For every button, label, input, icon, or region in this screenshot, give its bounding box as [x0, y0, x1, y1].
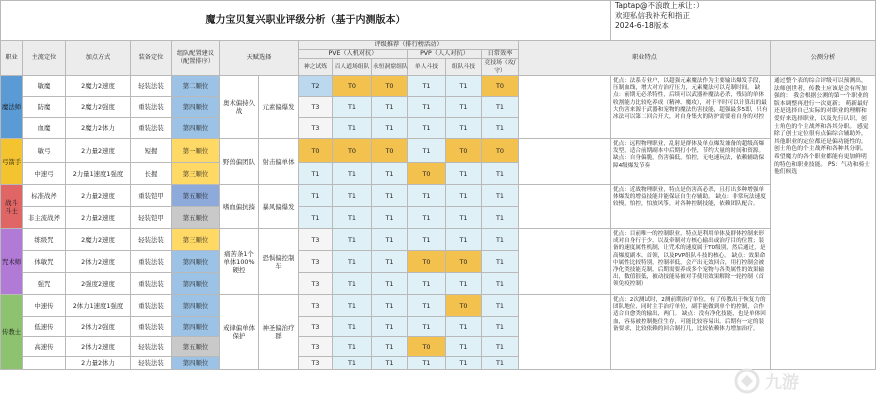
- main-pos-cell: 中速弓: [23, 163, 66, 185]
- tier-cell: T1: [482, 251, 519, 273]
- equip-cell: 重装铠甲: [131, 185, 172, 207]
- col-comment: 公测分析: [771, 41, 876, 76]
- tier-cell: T0: [299, 139, 333, 163]
- col-job: 职业: [1, 41, 23, 76]
- tier-cell: T1: [372, 337, 408, 357]
- table-row: [1, 139, 876, 163]
- tier-cell: T1: [372, 163, 408, 185]
- equip-cell: 短握: [131, 139, 172, 163]
- tier-cell: T3: [299, 229, 333, 251]
- main-pos-cell: 强咒: [23, 273, 66, 295]
- dungeon-tier-cell: [519, 76, 611, 139]
- svg-text:九游: 九游: [765, 373, 799, 393]
- tier-cell: T1: [482, 97, 519, 118]
- talent-secondary-cell: 暴风偏爆发: [259, 185, 299, 229]
- dungeon-tier-cell: [519, 139, 611, 185]
- equip-cell: 长握: [131, 163, 172, 185]
- col-yongheng: 永恒洞窟组队: [372, 59, 408, 76]
- attr-cell: 2力量1速度1强度: [66, 163, 131, 185]
- col-team-duel: 组队斗技: [446, 59, 482, 76]
- tier-cell: T1: [482, 295, 519, 317]
- team-pos-cell: 第二顺位: [172, 76, 220, 97]
- tier-cell: T1: [446, 76, 482, 97]
- features-cell: 优点：远程物理职业，乱射是群体及单点爆发兼备的超级高爆发型，适合前期副本中后期打小怪，节约大量的时间和资源。 缺点：自身偏脆，伤害偏低，怕控，无电速玩法，依赖辅助保障4级爆发节奏: [611, 139, 771, 185]
- job-category-cell: 咒术师: [1, 229, 23, 295]
- tier-cell: T1: [482, 337, 519, 357]
- tier-cell: T0: [482, 139, 519, 163]
- tier-cell: T1: [482, 185, 519, 207]
- talent-primary-cell: 野兽偏团队: [220, 139, 259, 185]
- tier-cell: T0: [333, 76, 372, 97]
- equip-cell: 重装法装: [131, 317, 172, 337]
- col-main-pos: 主流定位: [23, 41, 66, 76]
- col-solo: 单人斗技: [408, 59, 446, 76]
- tier-cell: T1: [408, 317, 446, 337]
- main-pos-cell: 血魔: [23, 118, 66, 139]
- dungeon-tier-cell: [519, 229, 611, 295]
- talent-primary-cell: 戒律偏单体保护: [220, 295, 259, 370]
- col-attr: 加点方式: [66, 41, 131, 76]
- tier-cell: T1: [372, 229, 408, 251]
- author-note-line: 欢迎私信我补充和指正: [615, 11, 690, 20]
- job-category-cell: 弓箭手: [1, 139, 23, 185]
- sheet-title: 魔力宝贝复兴职业评级分析（基于内测版本）: [1, 1, 611, 41]
- tier-cell: T1: [446, 229, 482, 251]
- team-pos-cell: 第五顺位: [172, 337, 220, 357]
- team-pos-cell: 第三顺位: [172, 163, 220, 185]
- author-note-line: 2024-6-18版本: [615, 21, 669, 30]
- author-note-line: Taptap@不浪敢上承让：）: [615, 1, 704, 10]
- tier-cell: T1: [372, 118, 408, 139]
- job-category-cell: 战斗斗士: [1, 185, 23, 229]
- col-rating: 评级推荐（排行榜活动）: [299, 41, 519, 50]
- equip-cell: 轻装法装: [131, 357, 172, 370]
- team-pos-cell: 第五顺位: [172, 207, 220, 229]
- dungeon-tier-cell: [519, 295, 611, 370]
- main-pos-cell: [23, 357, 66, 370]
- attr-cell: 2力量2速度: [66, 207, 131, 229]
- col-pve: PVE（人机对抗）: [299, 50, 408, 59]
- tier-cell: T0: [333, 139, 372, 163]
- tier-cell: T1: [408, 97, 446, 118]
- main-pos-cell: 标准战斧: [23, 185, 66, 207]
- tier-cell: T1: [446, 118, 482, 139]
- equip-cell: 轻装法装: [131, 76, 172, 97]
- tier-cell: T0: [408, 337, 446, 357]
- tier-cell: T0: [446, 295, 482, 317]
- main-pos-cell: 体敏咒: [23, 251, 66, 273]
- tier-cell: T1: [446, 163, 482, 185]
- tier-cell: T0: [372, 139, 408, 163]
- equip-cell: 重装法装: [131, 295, 172, 317]
- col-arena: 竞技场（攻/守）: [482, 59, 519, 76]
- team-pos-cell: 第四顺位: [172, 97, 220, 118]
- tier-cell: T1: [333, 207, 372, 229]
- tier-cell: T3: [299, 337, 333, 357]
- tier-cell: T1: [482, 207, 519, 229]
- tier-cell: T3: [299, 118, 333, 139]
- tier-cell: T3: [299, 317, 333, 337]
- tier-cell: T1: [482, 357, 519, 370]
- main-pos-cell: 高速传: [23, 337, 66, 357]
- team-pos-cell: 第四顺位: [172, 118, 220, 139]
- tier-cell: T1: [299, 163, 333, 185]
- tier-cell: T1: [446, 337, 482, 357]
- main-pos-cell: 敏魔: [23, 76, 66, 97]
- attr-cell: 2魔力2强度: [66, 97, 131, 118]
- equip-cell: 轻装法装: [131, 337, 172, 357]
- equip-cell: 重装法装: [131, 273, 172, 295]
- tier-cell: T1: [482, 273, 519, 295]
- job-category-cell: 传教士: [1, 295, 23, 370]
- tier-cell: T0: [446, 139, 482, 163]
- features-cell: 优点：近战物理职业，特点是伤害高必杀，且打出多种增强单体爆发的增益技能并能保证自生存辅助。 缺点：非常玩法速度较慢，怕控，怕放风筝，对各种控制技能，依赖团队配合。: [611, 185, 771, 229]
- equip-cell: 轻装铠甲: [131, 207, 172, 229]
- main-pos-cell: 练级咒: [23, 229, 66, 251]
- attr-cell: 2体力2速度: [66, 337, 131, 357]
- equip-cell: 重装法装: [131, 118, 172, 139]
- tier-cell: T1: [482, 229, 519, 251]
- tier-cell: T2: [299, 76, 333, 97]
- tier-cell: T1: [446, 185, 482, 207]
- features-cell: 优点：目前唯一的控制职业，特点是利用单体及群体控制来形成对自身行于少，以及牵制对方核心输出或治疗目的位置；装备的速度属性机制，让咒术的速度属于T0级别，然后通过，是高爆度副本、首领，以及PVP组队斗技的核心。 缺点：效果命中属性比较特别，控制率低，会产出无效回合，用打控制会被净化类技能克制，后期需要养成多个宠物与各类属性的效果输出，数值很低，被动技能易被对手使用效果解除一轮控制（首领免疫控制）: [611, 229, 771, 295]
- attr-cell: 2力量2体力: [66, 357, 131, 370]
- attr-cell: 2体力2速度: [66, 251, 131, 273]
- watermark-logo: [731, 364, 841, 398]
- tier-cell: T1: [372, 273, 408, 295]
- tier-cell: T1: [333, 251, 372, 273]
- main-pos-cell: 敏弓: [23, 139, 66, 163]
- tier-cell: T1: [408, 139, 446, 163]
- attr-cell: 2魔力2体力: [66, 118, 131, 139]
- tier-cell: T1: [299, 207, 333, 229]
- tier-cell: T1: [408, 207, 446, 229]
- tier-cell: T1: [333, 357, 372, 370]
- author-note: [611, 1, 876, 41]
- tier-cell: T1: [333, 273, 372, 295]
- tier-cell: T1: [333, 295, 372, 317]
- comment-cell: 通过整个表的综合评级可以预测出，法师创世者，传教士应该是会有所加强的： 我会根据公测的第一个职业的版本调整再进行一次更新； 萌新最好还是选择自己实际的对职业的理解和爱好来选择职业，以及先行认识，创士角色的个主战斧和各其分职。 感觉除了创士定位很有点偏综合辅助外，其他职业的定位都还是偏功能性的，创士角色的个主战斧和各种其分职。 希望魔力的各个职业都能有更加鲜明的特色和职业技能。 PS：气功和骑士他们候选: [771, 76, 876, 370]
- job-category-cell: 魔法师: [1, 76, 23, 139]
- talent-secondary-cell: 神圣偏治疗群: [259, 295, 299, 370]
- tier-cell: T3: [299, 295, 333, 317]
- col-trial: 神之试炼: [299, 59, 333, 76]
- table-row: [1, 185, 876, 207]
- tier-cell: T1: [408, 76, 446, 97]
- attr-cell: 2力量2速度: [66, 185, 131, 207]
- table-row: [1, 76, 876, 97]
- main-pos-cell: 低速传: [23, 317, 66, 337]
- attr-cell: 2体力1速度1强度: [66, 295, 131, 317]
- team-pos-cell: 第四顺位: [172, 273, 220, 295]
- equip-cell: 重装法装: [131, 97, 172, 118]
- col-baijing: 百人道场组队: [333, 59, 372, 76]
- talent-primary-cell: 奥术偏持久战: [220, 76, 259, 139]
- col-features: 职业特点: [519, 41, 771, 76]
- team-pos-cell: 第五顺位: [172, 185, 220, 207]
- attr-cell: 2力量2速度: [66, 139, 131, 163]
- table-row: [1, 229, 876, 251]
- tier-cell: T3: [299, 251, 333, 273]
- tier-cell: T1: [408, 273, 446, 295]
- tier-cell: T1: [333, 97, 372, 118]
- dungeon-tier-cell: [519, 185, 611, 229]
- tier-cell: T3: [299, 357, 333, 370]
- table-row: [1, 295, 876, 317]
- col-team-pos: 组队配置建议（配置排序）: [172, 41, 220, 76]
- tier-cell: T1: [333, 337, 372, 357]
- tier-cell: T0: [408, 251, 446, 273]
- team-pos-cell: 第一顺位: [172, 139, 220, 163]
- tier-cell: T0: [446, 251, 482, 273]
- tier-cell: T1: [299, 185, 333, 207]
- col-equip: 装备定位: [131, 41, 172, 76]
- main-pos-cell: 非主流战斧: [23, 207, 66, 229]
- tier-cell: T1: [482, 118, 519, 139]
- attr-cell: 2魔力2速度: [66, 76, 131, 97]
- tier-cell: T0: [372, 76, 408, 97]
- talent-secondary-cell: 射击偏单体: [259, 139, 299, 185]
- tier-cell: T1: [372, 295, 408, 317]
- tier-cell: T1: [408, 295, 446, 317]
- attr-cell: 2魔力2速度: [66, 229, 131, 251]
- team-pos-cell: 第三顺位: [172, 229, 220, 251]
- tier-cell: T1: [446, 357, 482, 370]
- main-pos-cell: 防魔: [23, 97, 66, 118]
- tier-cell: T1: [446, 317, 482, 337]
- tier-cell: T1: [372, 207, 408, 229]
- team-pos-cell: 第四顺位: [172, 295, 220, 317]
- tier-cell: T1: [446, 273, 482, 295]
- equip-cell: 重装法装: [131, 251, 172, 273]
- tier-cell: T1: [333, 163, 372, 185]
- tier-cell: T1: [482, 317, 519, 337]
- tier-cell: T1: [372, 97, 408, 118]
- tier-cell: T1: [333, 118, 372, 139]
- tier-cell: T1: [408, 185, 446, 207]
- tier-cell: T1: [333, 317, 372, 337]
- team-pos-cell: 第四顺位: [172, 357, 220, 370]
- tier-cell: T1: [372, 317, 408, 337]
- tier-cell: T1: [408, 229, 446, 251]
- tier-cell: T1: [408, 357, 446, 370]
- tier-cell: T1: [372, 357, 408, 370]
- col-talent: 天赋选择: [220, 41, 299, 76]
- tier-cell: T0: [482, 76, 519, 97]
- col-daily: 日常效率: [482, 50, 519, 59]
- tier-cell: T1: [372, 185, 408, 207]
- tier-cell: T0: [408, 163, 446, 185]
- features-cell: 优点：2次测试时，2测前期治疗单位，有了传教出于恢复力的团队地位，同时主手治疗单位，副手能做到单个的控制，合作适合自愈类的输出，两门。 缺点：没有净化技能，也是单体回血，容易被控制拖住生存，可能比较容易出。后期有一定的装备要求，比较依赖的回合制打几，比较依赖体力增加治疗。: [611, 295, 771, 370]
- tier-cell: T1: [446, 207, 482, 229]
- attr-cell: 2体力2强度: [66, 317, 131, 337]
- col-pvp: PVP（人人对抗）: [408, 50, 482, 59]
- team-pos-cell: 第四顺位: [172, 317, 220, 337]
- tier-cell: T1: [408, 118, 446, 139]
- tier-cell: T1: [482, 163, 519, 185]
- talent-secondary-cell: 恐惧偏控制车: [259, 229, 299, 295]
- tier-cell: T1: [446, 97, 482, 118]
- team-pos-cell: 第四顺位: [172, 251, 220, 273]
- equip-cell: 轻装法装: [131, 229, 172, 251]
- tier-cell: T3: [299, 273, 333, 295]
- talent-primary-cell: 痛苦条1个单体100%硬控: [220, 229, 259, 295]
- attr-cell: 2强度2速度: [66, 273, 131, 295]
- talent-primary-cell: 嗜血偏抗揍: [220, 185, 259, 229]
- tier-cell: T3: [299, 97, 333, 118]
- main-pos-cell: 中速传: [23, 295, 66, 317]
- talent-secondary-cell: 元素偏爆发: [259, 76, 299, 139]
- tier-cell: T1: [372, 251, 408, 273]
- features-cell: 优点：法系专业户，以超强元素魔法作为主要输出爆发手段，压制血线，增大对方治疗压力，元素魔法可以克制时间。 缺点：前期无必杀特性，后续可以武器补魔法必杀，残局的单体收割能力比较吃养成（精神、魔攻），对于平时可以计算出的最大伤害来源于武器和宠物的魔法伤害技能，超强最多5即，只有冰法可以第二回合开大，对自身集火的防护需要看自身的对控: [611, 76, 771, 139]
- tier-cell: T1: [333, 185, 372, 207]
- tier-cell: T1: [333, 229, 372, 251]
